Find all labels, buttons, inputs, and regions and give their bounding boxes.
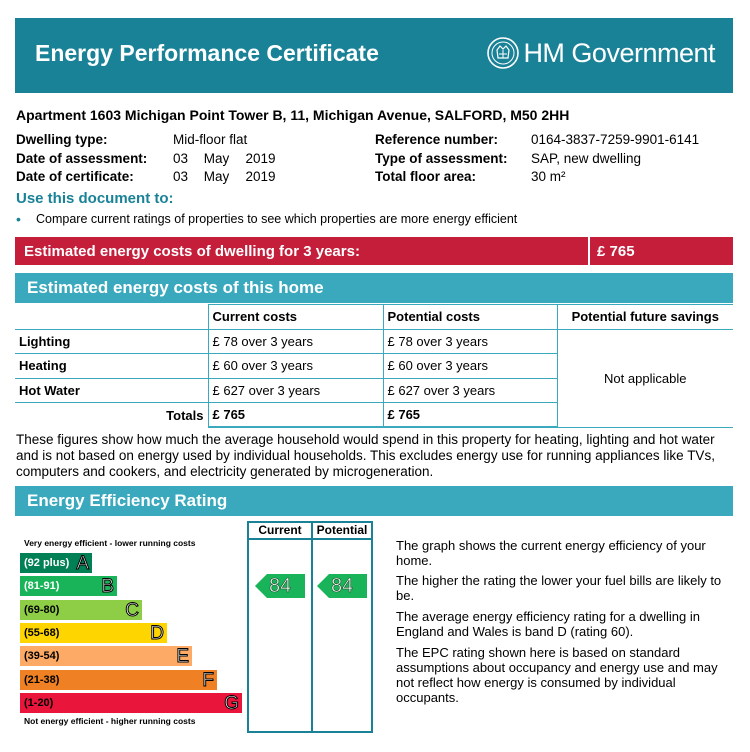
current-cost: £ 78 over 3 years — [208, 329, 383, 354]
band-range: (69-80) — [24, 603, 60, 616]
rating-band-b — [20, 576, 117, 596]
date-year: 2019 — [245, 150, 276, 166]
info-row — [16, 168, 276, 187]
rating-band-e — [20, 646, 192, 666]
costs-table — [15, 304, 733, 428]
band-letter: B — [101, 576, 114, 598]
graph-bottom-line — [247, 731, 373, 733]
info-key: Date of assessment: — [16, 150, 148, 166]
table-row — [15, 329, 733, 354]
graph-divider — [311, 521, 313, 733]
band-letter: C — [125, 599, 139, 621]
banner-divider — [588, 237, 590, 265]
potential-rating-value: 84 — [331, 575, 354, 598]
band-range: (81-91) — [24, 580, 60, 593]
info-key: Type of assessment: — [375, 150, 508, 166]
total-potential: £ 765 — [383, 403, 557, 428]
rating-band-g — [20, 693, 242, 713]
column-header: Current costs — [208, 305, 383, 330]
efficiency-section-heading: Energy Efficiency Rating — [15, 486, 733, 516]
bullet-text: Compare current ratings of properties to see which properties are more energy efficient — [36, 212, 518, 226]
rating-band-a — [20, 553, 92, 573]
current-cost: £ 627 over 3 years — [208, 378, 383, 403]
potential-cost: £ 60 over 3 years — [383, 354, 557, 379]
date-year: 2019 — [245, 169, 276, 184]
band-range: (55-68) — [24, 626, 60, 639]
bullet-icon: • — [16, 211, 21, 227]
info-row — [375, 150, 699, 169]
assessment-type: SAP, new dwelling — [531, 150, 642, 166]
band-range: (92 plus) — [24, 557, 70, 569]
costs-section-heading: Estimated energy costs of this home — [15, 273, 733, 303]
bottom-efficiency-label: Not energy efficient - higher running costs — [24, 716, 196, 726]
floor-area: 30 m² — [531, 169, 566, 184]
total-current: £ 765 — [208, 403, 383, 428]
use-document-bullet — [16, 212, 517, 227]
date-month: May — [203, 169, 230, 184]
rating-band-d — [20, 623, 167, 643]
info-key: Date of certificate: — [16, 169, 134, 184]
info-key: Dwelling type: — [16, 132, 108, 147]
costs-explanation: These figures show how much the average household would spend in this property for heating, lighting and hot water and is not based on energy used by individual households. This excludes energy use for running appliances like TVs, computers and cookers, and electricity generated by microgeneration. — [16, 432, 715, 479]
date-day: 03 — [173, 169, 189, 184]
estimated-cost-value: £ 765 — [597, 243, 635, 260]
top-efficiency-label: Very energy efficient - lower running costs — [24, 538, 196, 548]
efficiency-note: The higher the rating the lower your fuel bills are likely to be. — [396, 573, 722, 603]
band-range: (21-38) — [24, 673, 60, 686]
efficiency-note: The EPC rating shown here is based on standard assumptions about occupancy and energy use and may not reflect how energy is consumed by individual occupants. — [396, 645, 718, 705]
band-range: (39-54) — [24, 650, 60, 663]
potential-rating-arrow — [317, 574, 369, 598]
band-range: (1-20) — [24, 696, 54, 709]
table-header-row — [15, 305, 733, 330]
property-address: Apartment 1603 Michigan Point Tower B, 11, Michigan Avenue, SALFORD, M50 2HH — [16, 107, 570, 123]
column-header: Potential costs — [383, 305, 557, 330]
use-document-heading: Use this document to: — [16, 190, 174, 207]
info-row — [16, 131, 276, 150]
property-info-right — [375, 131, 699, 187]
totals-label: Totals — [15, 403, 208, 428]
current-column-header: Current — [258, 523, 302, 537]
info-row — [375, 168, 699, 187]
rating-band-c — [20, 600, 142, 620]
info-key: Total floor area: — [375, 169, 477, 184]
graph-header-line — [247, 538, 373, 540]
property-info-left — [16, 131, 276, 187]
band-letter: E — [176, 646, 189, 668]
royal-crest-icon — [486, 36, 520, 70]
potential-column-header: Potential — [316, 523, 368, 537]
row-label: Heating — [15, 354, 208, 379]
date-month: May — [203, 150, 230, 166]
efficiency-note: The average energy efficiency rating for a dwelling in England and Wales is band D (rating 60). — [396, 609, 700, 639]
band-letter: G — [224, 692, 239, 714]
potential-cost: £ 78 over 3 years — [383, 329, 557, 354]
date-day: 03 — [173, 150, 189, 166]
info-row — [375, 131, 699, 150]
graph-divider — [371, 521, 373, 733]
hm-government-text: HM Government — [523, 37, 715, 68]
rating-band-f — [20, 670, 217, 690]
info-key: Reference number: — [375, 132, 499, 147]
info-value: Mid-floor flat — [173, 132, 248, 147]
estimated-cost-label: Estimated energy costs of dwelling for 3 years: — [24, 243, 360, 260]
page-title: Energy Performance Certificate — [35, 40, 379, 66]
potential-cost: £ 627 over 3 years — [383, 378, 557, 403]
efficiency-note: The graph shows the current energy efficiency of your home. — [396, 538, 706, 568]
table-corner — [15, 305, 208, 330]
band-letter: A — [76, 553, 89, 574]
current-rating-value: 84 — [269, 575, 292, 598]
row-label: Lighting — [15, 329, 208, 354]
row-label: Hot Water — [15, 378, 208, 403]
current-rating-arrow — [255, 574, 307, 598]
column-header: Potential future savings — [557, 305, 733, 330]
graph-divider — [247, 521, 249, 733]
band-letter: F — [202, 669, 214, 691]
efficiency-rating-graph — [15, 521, 373, 733]
future-savings: Not applicable — [557, 329, 733, 427]
reference-number: 0164-3837-7259-9901-6141 — [531, 132, 700, 147]
info-row — [16, 150, 276, 169]
certificate-date — [173, 168, 276, 187]
hm-government-logo — [486, 36, 715, 70]
epc-header — [15, 18, 733, 93]
assessment-date — [173, 150, 276, 169]
current-cost: £ 60 over 3 years — [208, 354, 383, 379]
band-letter: D — [150, 622, 164, 644]
estimated-cost-banner — [15, 237, 733, 265]
